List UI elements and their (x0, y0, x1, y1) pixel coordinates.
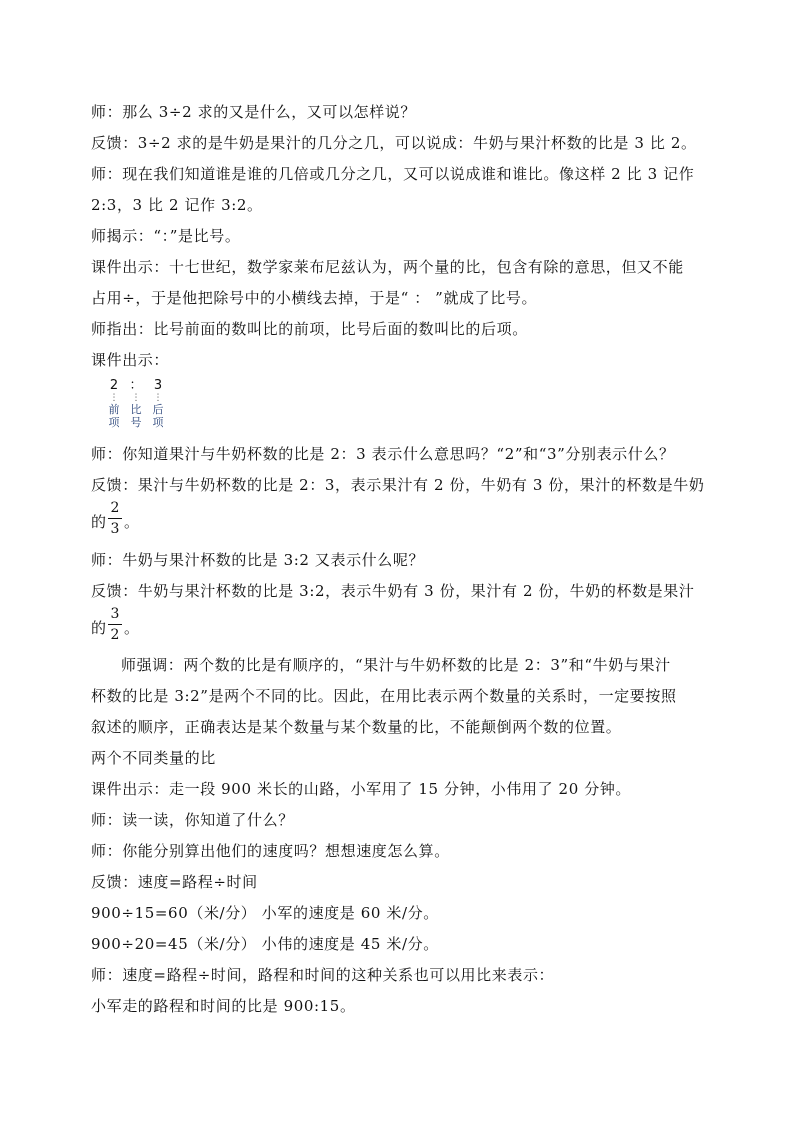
dotted-connector: ⋮ (109, 393, 119, 403)
text-line: 课件出示：走一段 900 米长的山路，小军用了 15 分钟，小伟用了 20 分钟。 (91, 780, 632, 798)
text-line: 900÷15=60（米/分） 小军的速度是 60 米/分。 (91, 904, 439, 922)
ratio-front-label: 项 (108, 416, 120, 429)
ratio-sign-label: 号 (130, 416, 142, 429)
ratio-back-term: 3 (153, 378, 163, 393)
fraction-denominator: 3 (110, 521, 120, 537)
ratio-front-label: 前 (108, 403, 120, 416)
fraction-denominator: 2 (110, 627, 120, 643)
fraction-two-thirds (108, 500, 122, 537)
text-line: 师指出：比号前面的数叫比的前项，比号后面的数叫比的后项。 (91, 320, 528, 338)
text-line: 师：现在我们知道谁是谁的几倍或几分之几，又可以说成谁和谁比。像这样 2 比 3 记作 (91, 165, 695, 183)
fraction-bar (108, 624, 122, 625)
text-line: 师：牛奶与果汁杯数的比是 3:2 又表示什么呢？ (91, 551, 425, 569)
ratio-front-term: 2 (109, 378, 119, 393)
text-line: 。 (124, 619, 140, 637)
fraction-numerator: 2 (110, 500, 120, 516)
section-heading: 两个不同类量的比 (91, 749, 216, 767)
text-line: 反馈：牛奶与果汁杯数的比是 3:2，表示牛奶有 3 份，果汁有 2 份，牛奶的杯数是果汁 (91, 582, 695, 600)
fraction-bar (108, 518, 122, 519)
ratio-back-label: 后 (152, 403, 164, 416)
text-line: 师揭示：“：”是比号。 (91, 227, 241, 245)
text-line: 课件出示：十七世纪，数学家莱布尼兹认为，两个量的比，包含有除的意思，但又不能 (91, 258, 684, 276)
text-line: 900÷20=45（米/分） 小伟的速度是 45 米/分。 (91, 935, 439, 953)
text-line: 师：你知道果汁与牛奶杯数的比是 2：3 表示什么意思吗？“2”和“3”分别表示什么？ (91, 445, 675, 463)
ratio-sign: ： (129, 378, 143, 393)
fraction-three-halves (108, 606, 122, 643)
ratio-back-column (148, 378, 168, 429)
ratio-back-label: 项 (152, 416, 164, 429)
text-line: 的 (91, 513, 107, 531)
text-line: 反馈：3÷2 求的是牛奶是果汁的几分之几，可以说成：牛奶与果汁杯数的比是 3 比 2。 (91, 134, 697, 152)
text-line: 师：读一读，你知道了什么？ (91, 811, 294, 829)
text-line: 杯数的比是 3:2”是两个不同的比。因此，在用比表示两个数量的关系时，一定要按照 (91, 687, 677, 705)
text-line: 的 (91, 619, 107, 637)
text-line: 占用÷，于是他把除号中的小横线去掉，于是“ ： ”就成了比号。 (91, 289, 538, 307)
ratio-sign-label: 比 (130, 403, 142, 416)
ratio-diagram (104, 378, 174, 440)
text-line: 师：你能分别算出他们的速度吗？想想速度怎么算。 (91, 842, 450, 860)
dotted-connector: ⋮ (131, 393, 141, 403)
text-line: 课件出示： (91, 351, 170, 369)
text-line: 。 (124, 513, 140, 531)
dotted-connector: ⋮ (153, 393, 163, 403)
text-line: 反馈：速度=路程÷时间 (91, 873, 258, 891)
text-line: 2:3，3 比 2 记作 3:2。 (91, 196, 263, 214)
text-line: 师：那么 3÷2 求的又是什么，又可以怎样说？ (91, 103, 416, 121)
fraction-numerator: 3 (110, 606, 120, 622)
text-line: 小军走的路程和时间的比是 900:15。 (91, 997, 356, 1015)
ratio-sign-column (126, 378, 146, 429)
text-line: 师强调：两个数的比是有顺序的，“果汁与牛奶杯数的比是 2：3”和“牛奶与果汁 (121, 656, 671, 674)
text-line: 叙述的顺序，正确表达是某个数量与某个数量的比，不能颠倒两个数的位置。 (91, 718, 622, 736)
ratio-front-column (104, 378, 124, 429)
text-line: 反馈：果汁与牛奶杯数的比是 2：3，表示果汁有 2 份，牛奶有 3 份，果汁的杯数是牛奶 (91, 476, 705, 494)
text-line: 师：速度=路程÷时间，路程和时间的这种关系也可以用比来表示： (91, 966, 555, 984)
